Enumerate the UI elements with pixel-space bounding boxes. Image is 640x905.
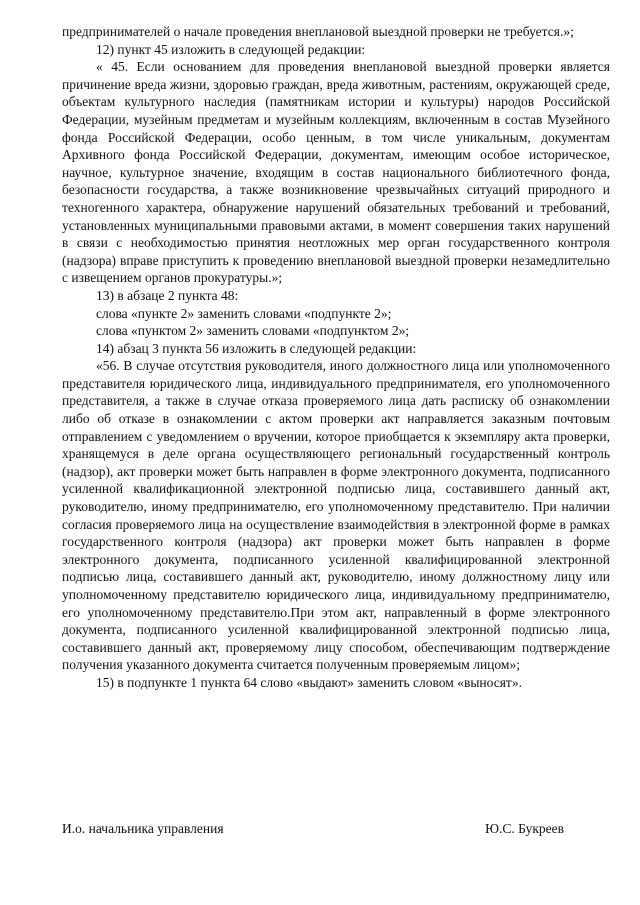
paragraph-clause-56: «56. В случае отсутствия руководителя, иного должностного лица или уполномоченного представителя юридического лица, индивидуального предпринимателя, его уполномоченного представителя, а также в случае отказа проверяемого лица дать расписку об ознакомлении либо об отказе в ознакомлении с актом проверки акт направляется заказным почтовым отправлением с уведомлением о вручении, которое приобщается к экземпляру акта проверки, хранящемуся в деле органа осуществляющего региональный государственный контроль (надзор), акт проверки может быть направлен в форме электронного документа, подписанного усиленной квалификационной электронной подписью лица, составившего данный акт, руководителю, иному предпринимателю, его уполномоченному представителю. При наличии согласия проверяемого лица на осуществление взаимодействия в электронной форме в рамках государственного контроля (надзора) акт проверки может быть направлен в форме электронного документа, подписанного усиленной квалифицированной электронной подписью лица, составившего данный акт, руководителю, иному должностному лицу или уполномоченному представителю юридического лица, индивидуальному предпринимателю, его уполномоченному представителю.При этом акт, направленный в форме электронного документа, подписанного усиленной квалифицированной электронной подписью лица, составившего данный акт, проверяемому лицу способом, обеспечивающим подтверждение получения указанного документа считается полученным проверяемым лицом»; xyxy=(62,358,610,673)
paragraph-item-13-a: слова «пункте 2» заменить словами «подпункте 2»; xyxy=(96,305,392,321)
paragraph-item-15: 15) в подпункте 1 пункта 64 слово «выдают» заменить словом «выносят». xyxy=(96,674,522,690)
paragraph-continuation: предпринимателей о начале проведения внеплановой выездной проверки не требуется.»; xyxy=(62,24,574,39)
signatory-name: Ю.С. Букреев xyxy=(485,821,564,836)
paragraph-clause-45: « 45. Если основанием для проведения внеплановой выездной проверки является причинение вреда жизни, здоровью граждан, вреда животным, растениям, окружающей среде, объектам культурного наследия (памятникам истории и культуры) народов Российской Федерации, музейным предметам и музейным коллекциям, включенным в состав Музейного фонда Российской Федерации, особо ценным, в том числе уникальным, документам Архивного фонда Российской Федерации, документам, имеющим особое историческое, научное, культурное значение, входящим в состав национального библиотечного фонда, безопасности государства, а также возникновение чрезвычайных ситуаций природного и техногенного характера, обнаружение нарушений обязательных требований и требований, установленных муниципальными правовыми актами, в момент совершения таких нарушений в связи с необходимостью принятия неотложных мер орган государственного контроля (надзора) вправе приступить к проведению внеплановой выездной проверки незамедлительно с извещением органов прокуратуры.»; xyxy=(62,59,610,286)
paragraph-item-13-b: слова «пунктом 2» заменить словами «подпунктом 2»; xyxy=(96,323,410,339)
signatory-position: И.о. начальника управления xyxy=(62,821,224,836)
paragraph-item-14: 14) абзац 3 пункта 56 изложить в следующей редакции: xyxy=(96,340,417,356)
paragraph-item-12: 12) пункт 45 изложить в следующей редакции: xyxy=(96,41,366,57)
document-body xyxy=(62,23,610,692)
paragraph-item-13: 13) в абзаце 2 пункта 48: xyxy=(96,287,239,303)
signature-block xyxy=(62,821,610,837)
